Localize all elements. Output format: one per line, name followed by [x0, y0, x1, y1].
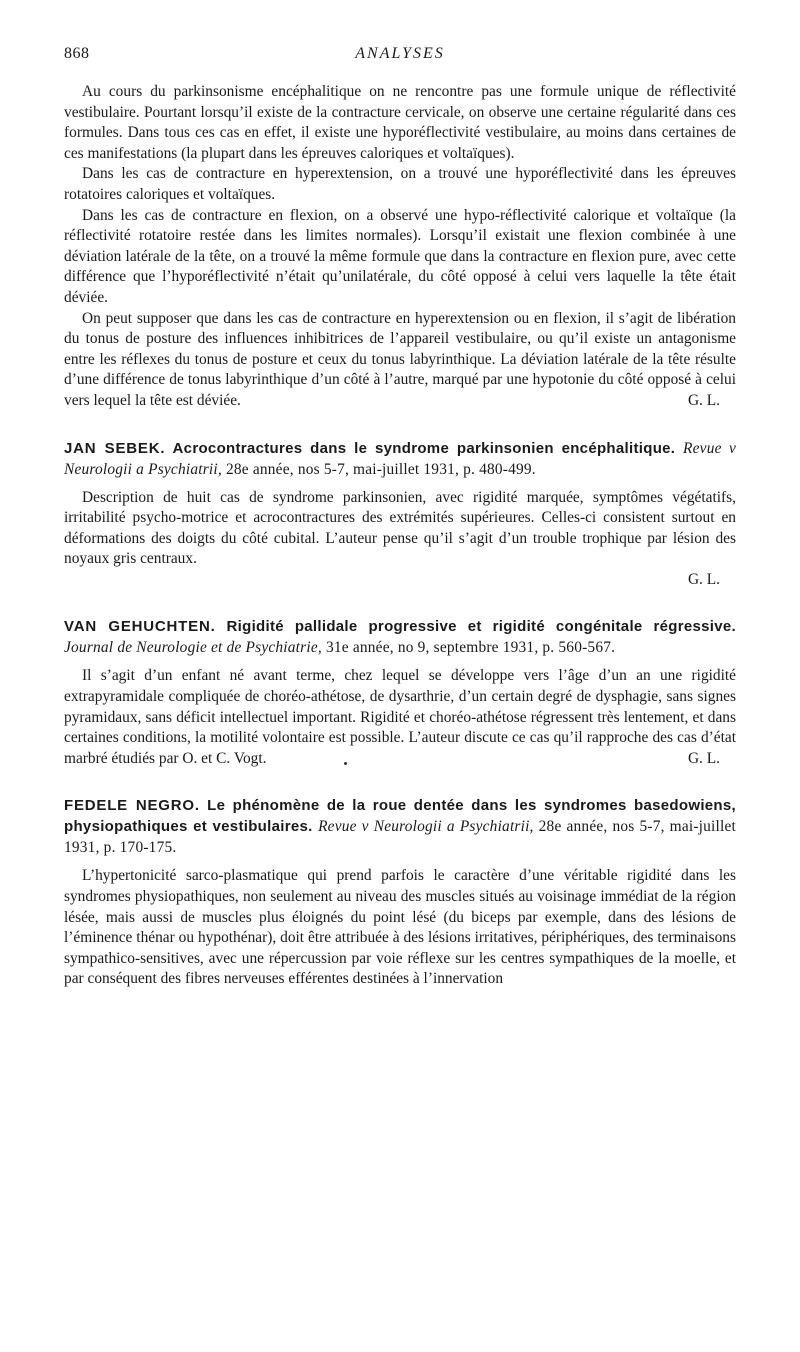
review-sebek — [64, 438, 736, 591]
signature: G. L. — [687, 570, 720, 588]
review-citation: 28e année, nos 5-7, mai-juillet 1931, p. 170-175. — [64, 818, 736, 857]
review-author: FEDELE NEGRO. — [64, 797, 200, 815]
review-citation: 31e année, no 9, septembre 1931, p. 560-567. — [325, 639, 616, 657]
review-title: Le phénomène de la roue dentée dans les syndromes basedowiens, physiopathiques et vestibulaires. — [64, 797, 736, 836]
review-citation: 28e année, nos 5-7, mai-juillet 1931, p. 480-499. — [225, 460, 536, 478]
review-journal: Revue v Neurologii a Psychiatrii, — [318, 818, 534, 836]
signature: G. L. — [687, 749, 720, 767]
review-journal: Revue v Neurologii a Psychiatrii, — [64, 439, 736, 478]
review-author: JAN SEBEK. — [64, 439, 166, 457]
review-van-gehuchten — [64, 616, 736, 769]
review-journal: Journal de Neurologie et de Psychiatrie, — [64, 639, 322, 657]
intro-paragraph: Au cours du parkinsonisme encéphalitique on ne rencontre pas une formule unique de réflectivité vestibulaire. Pourtant lorsqu’il existe de la contracture cervicale, on observe une certaine régularité dans ces formules. Dans tous ces cas en effet, il existe une hyporéflectivité vestibulaire, au moins dans certaines de ces manifestations (la plupart dans les épreuves caloriques et voltaïques). — [64, 83, 736, 162]
intro-paragraph — [64, 309, 736, 412]
review-heading — [64, 795, 736, 858]
review-body-text: Il s’agit d’un enfant né avant terme, chez lequel se développe vers l’âge d’un an une rigidité extrapyramidale compliquée de choréo-athétose, de dysarthrie, d’un certain degré de dysphagie, sans signes pyramidaux, sans déficit intellectuel important. Rigidité et choréo-athétose régressent très lentement, et dans certaines conditions, la motilité volontaire est possible. L’auteur discute ce cas qu’il rapproche des cas d’état marbré étudiés par O. et C. Vogt. — [64, 667, 736, 767]
intro-paragraph: Dans les cas de contracture en hyperextension, on a trouvé une hyporéflectivité dans les épreuves rotatoires caloriques et voltaïques. — [64, 165, 736, 203]
running-head: ANALYSES — [355, 45, 445, 62]
review-title: Rigidité pallidale progressive et rigidité congénitale régressive. — [226, 618, 737, 636]
intro-paragraph-text: On peut supposer que dans les cas de contracture en hyperextension ou en flexion, il s’agit de libération du tonus de posture des influences inhibitrices de l’appareil vestibulaire, ou qu’il existe un antagonisme entre les réflexes du tonus de posture et ceux du tonus labyrinthique. La déviation latérale de la tête résulte d’une différence de tonus labyrinthique d’un côté à l’autre, marqué par une hypotonie du côté opposé à celui vers lequel la tête est déviée. — [64, 309, 736, 409]
review-heading — [64, 616, 736, 658]
signature: G. L. — [687, 391, 720, 409]
review-body: L’hypertonicité sarco-plasmatique qui prend parfois le caractère d’une véritable rigidité dans les syndromes physiopathiques, non seulement au niveau des muscles situés au voisinage immédiat de la région lésée, mais aussi de muscles plus éloignés du point lésé (du biceps par exemple, dans des lésions de l’éminence thénar ou hypothénar), doit être attribuée à des lésions irritatives, périphériques, des terminaisons sympathico-sensitives, avec une répercussion par voie réflexe sur les centres sympathiques de la moelle, et par conséquent des fibres nerveuses efférentes destinées à l’innervation — [64, 867, 736, 988]
review-fedele-negro — [64, 795, 736, 990]
page-body — [64, 82, 736, 990]
page-header — [64, 44, 736, 66]
review-title: Acrocontractures dans le syndrome parkinsonien encéphalitique. — [172, 439, 676, 457]
review-heading — [64, 438, 736, 480]
review-author: VAN GEHUCHTEN. — [64, 618, 216, 636]
intro-section — [64, 82, 736, 412]
review-citation-block — [64, 639, 615, 656]
review-body: Description de huit cas de syndrome parkinsonien, avec rigidité marquée, symptômes végétatifs, irritabilité psycho-motrice et acrocontractures des extrémités supérieures. Celles-ci consistent surtout en déformations des doigts du côté cubital. L’auteur pense qu’il s’agit d’un trouble trophique par lésion des noyaux gris centraux. — [64, 488, 736, 568]
page-number: 868 — [64, 45, 90, 62]
intro-paragraph: Dans les cas de contracture en flexion, on a observé une hypo-réflectivité calorique et voltaïque (la réflectivité rotatoire restée dans les limites normales). Lorsqu’il existait une flexion combinée à une déviation latérale de la tête, on a trouvé la même formule que dans la contracture en flexion pure, avec cette différence que l’hyporéflectivité n’était qu’unilatérale, du côté opposé à celui vers laquelle la tête était déviée. — [64, 206, 736, 306]
print-speck — [344, 762, 347, 765]
review-body — [64, 666, 736, 769]
